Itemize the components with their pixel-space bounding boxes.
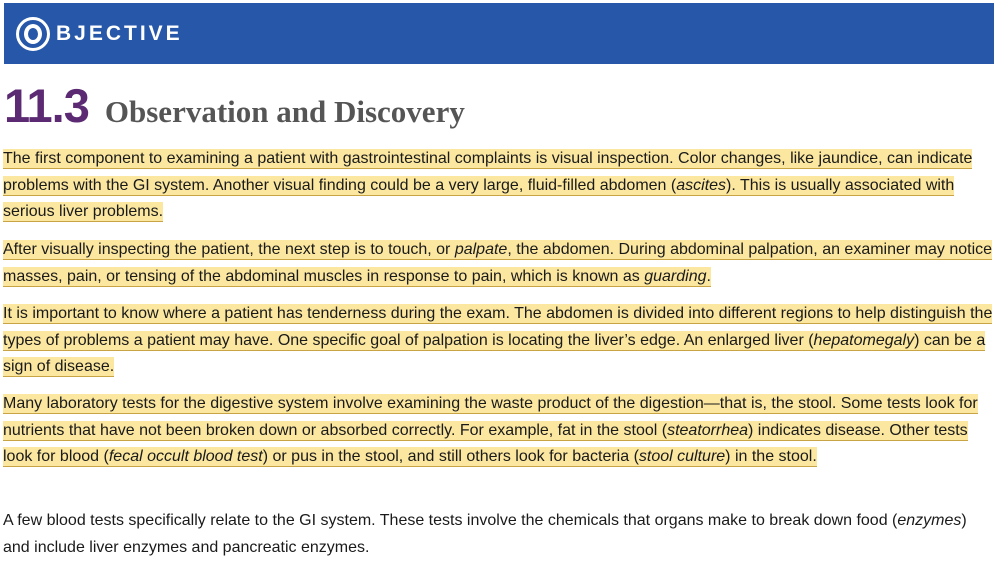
text-run: Many laboratory tests for the digestive system involve examining the waste product of the digestion—that is, the stool. Some tests look for nutrients that have not been broken down or absorbed correctly. For example, fat in the stool (: [3, 395, 978, 439]
paragraph-tenderness: [3, 301, 997, 381]
text-run: It is important to know where a patient has tenderness during the exam. The abdomen is divided into different regions to help distinguish the types of problems a patient may have. One specific goal of palpation is locating the liver’s edge. An enlarged liver (: [3, 305, 993, 349]
objective-banner: [4, 3, 994, 64]
italic-term: steatorrhea: [667, 421, 749, 439]
text-run: ) in the stool.: [725, 448, 817, 465]
paragraph-text: [3, 512, 967, 556]
text-run: ) and include liver enzymes and pancreatic enzymes.: [3, 512, 967, 556]
text-run: .: [706, 267, 711, 285]
text-run: The first component to examining a patient with gastrointestinal complaints is visual inspection. Color changes, like jaundice, can indicate problems with the GI system. Another visual finding could be a very large, fluid-filled abdomen (: [3, 150, 973, 194]
highlighted-text: [3, 240, 992, 287]
italic-term: stool culture: [638, 448, 726, 465]
objective-o-logo-icon: [16, 17, 50, 51]
text-run: ) indicates disease. Other tests look for blood (: [3, 421, 968, 465]
highlighted-text: [3, 394, 978, 467]
italic-term: fecal occult blood test: [108, 448, 263, 465]
italic-term: guarding: [644, 267, 707, 285]
text-run: ) or pus in the stool, and still others look for bacteria (: [262, 448, 639, 465]
text-run: A few blood tests specifically relate to the GI system. These tests involve the chemicals that organs make to break down food (: [3, 512, 898, 529]
italic-term: hepatomegaly: [813, 331, 915, 349]
section-number: 11.3: [4, 79, 89, 132]
italic-term: palpate: [454, 241, 508, 258]
italic-term: enzymes: [897, 512, 962, 529]
text-run: After visually inspecting the patient, the next step is to touch, or: [3, 241, 455, 258]
paragraph-visual-inspection: [3, 146, 997, 226]
highlighted-text: [3, 149, 972, 222]
text-run: , the abdomen. During abdominal palpation, an examiner may notice masses, pain, or tensing of the abdominal muscles in response to pain, which is known as: [3, 241, 993, 285]
italic-term: ascites: [676, 176, 727, 194]
paragraph-blood-tests: [3, 508, 997, 561]
text-run: ). This is usually associated with serious liver problems.: [3, 176, 955, 220]
paragraph-palpation: [3, 237, 997, 290]
banner-word: BJECTIVE: [56, 21, 183, 45]
highlighted-text: [3, 304, 992, 377]
section-title: Observation and Discovery: [104, 94, 465, 129]
section-heading: [4, 78, 465, 133]
text-run: ) can be a sign of disease.: [3, 331, 986, 375]
paragraph-laboratory-tests: [3, 391, 997, 471]
